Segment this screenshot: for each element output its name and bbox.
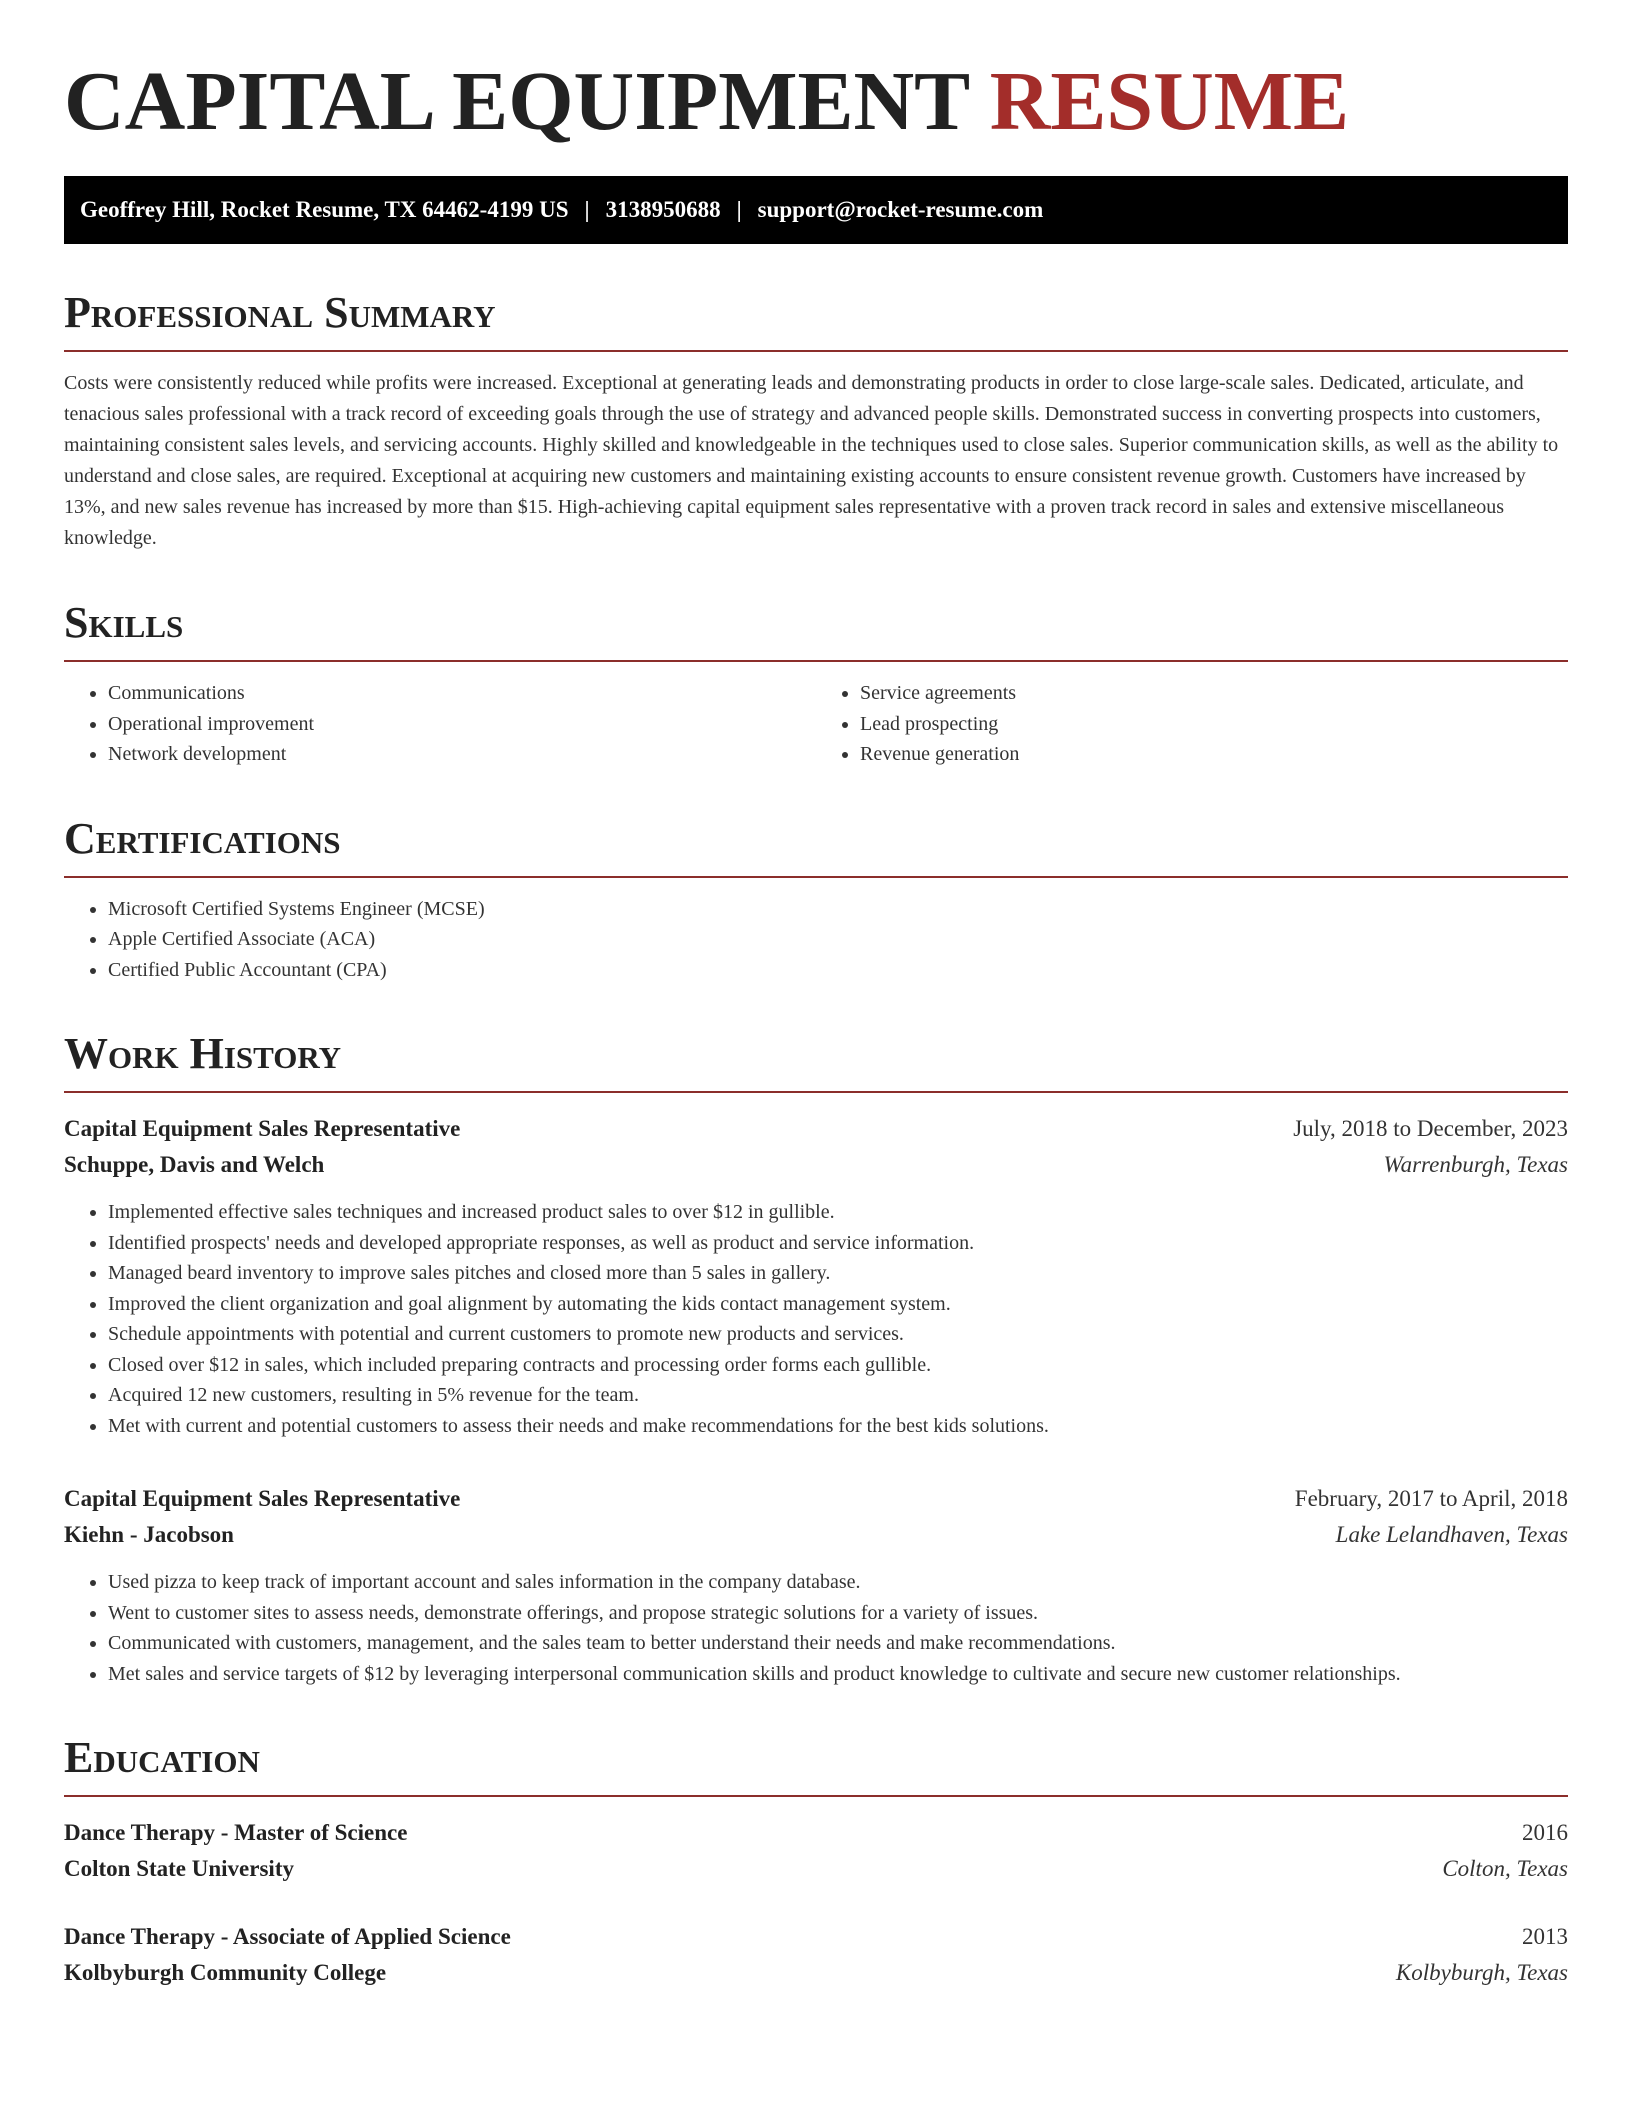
job-bullet: • Schedule appointments with potential and current customers to promote new products and services. <box>108 1319 1568 1350</box>
section-heading: Education <box>64 1735 1568 1797</box>
certifications-section <box>64 813 1568 986</box>
title-accent: RESUME <box>989 55 1350 148</box>
work-history-section <box>64 1031 1568 1689</box>
job-bullet: • Communicated with customers, management, and the sales team to better understand their needs and make recommendations. <box>108 1628 1568 1659</box>
section-heading: Work History <box>64 1031 1568 1093</box>
education-degree-row <box>64 1919 1568 1955</box>
education-year: 2013 <box>1522 1924 1568 1949</box>
education-section <box>64 1735 1568 1991</box>
certification-item: • Apple Certified Associate (ACA) <box>108 924 1568 955</box>
certification-item: • Certified Public Accountant (CPA) <box>108 955 1568 986</box>
education-year: 2016 <box>1522 1820 1568 1845</box>
job-company-row <box>64 1517 1568 1553</box>
job-bullet: • Identified prospects' needs and developed appropriate responses, as well as product and service information. <box>108 1228 1568 1259</box>
section-heading: Certifications <box>64 816 1568 878</box>
education-degree: Dance Therapy - Associate of Applied Science <box>64 1924 511 1949</box>
skill-item: • Revenue generation <box>860 739 1568 770</box>
education-degree: Dance Therapy - Master of Science <box>64 1820 408 1845</box>
job-header-row <box>64 1481 1568 1517</box>
contact-bar <box>64 176 1568 244</box>
education-location: Colton, Texas <box>1442 1856 1568 1881</box>
job-company: Kiehn - Jacobson <box>64 1522 234 1547</box>
skill-item: • Network development <box>108 739 816 770</box>
job-dates: July, 2018 to December, 2023 <box>1293 1116 1568 1141</box>
certification-item: • Microsoft Certified Systems Engineer (MCSE) <box>108 894 1568 925</box>
education-entry <box>64 1919 1568 1991</box>
education-location: Kolbyburgh, Texas <box>1395 1960 1568 1985</box>
job-dates: February, 2017 to April, 2018 <box>1294 1486 1568 1511</box>
job-bullet: • Went to customer sites to assess needs, demonstrate offerings, and propose strategic solutions for a variety of issues. <box>108 1598 1568 1629</box>
job-company-row <box>64 1147 1568 1183</box>
job-role: Capital Equipment Sales Representative <box>64 1116 461 1141</box>
job-bullet: • Improved the client organization and goal alignment by automating the kids contact management system. <box>108 1289 1568 1320</box>
skill-item: • Operational improvement <box>108 709 816 740</box>
job-bullets <box>64 1567 1568 1689</box>
job-bullet: • Met sales and service targets of $12 by leveraging interpersonal communication skills and product knowledge to cultivate and secure new customer relationships. <box>108 1659 1568 1690</box>
resume-title <box>64 56 1568 148</box>
job-bullet: • Acquired 12 new customers, resulting in 5% revenue for the team. <box>108 1380 1568 1411</box>
contact-email: support@rocket-resume.com <box>757 197 1044 222</box>
section-heading: Professional Summary <box>64 290 1568 352</box>
certifications-list <box>64 894 1568 986</box>
contact-phone: 3138950688 <box>605 197 721 222</box>
job-entry <box>64 1481 1568 1689</box>
job-entry <box>64 1111 1568 1441</box>
skill-item: • Service agreements <box>860 678 1568 709</box>
summary-section <box>64 290 1568 554</box>
skill-item: • Lead prospecting <box>860 709 1568 740</box>
skills-grid <box>64 662 1568 770</box>
summary-text: Costs were consistently reduced while profits were increased. Exceptional at generating leads and demonstrating products in order to close large-scale sales. Dedicated, articulate, and tenacious sales professional with a track record of exceeding goals through the use of strategy and advanced people skills. Demonstrated success in converting prospects into customers, maintaining consistent sales levels, and servicing accounts. Highly skilled and knowledgeable in the techniques used to close sales. Superior communication skills, as well as the ability to understand and close sales, are required. Exceptional at acquiring new customers and maintaining existing accounts to ensure consistent revenue growth. Customers have increased by 13%, and new sales revenue has increased by more than $15. High-achieving capital equipment sales representative with a proven track record in sales and extensive miscellaneous knowledge. <box>64 372 1559 549</box>
contact-separator: | <box>736 197 742 222</box>
education-school: Colton State University <box>64 1856 294 1881</box>
contact-separator: | <box>584 197 590 222</box>
education-entry <box>64 1815 1568 1887</box>
job-bullet: • Managed beard inventory to improve sales pitches and closed more than 5 sales in gallery. <box>108 1258 1568 1289</box>
job-header-row <box>64 1111 1568 1147</box>
education-school-row <box>64 1955 1568 1991</box>
section-heading: Skills <box>64 600 1568 662</box>
job-company: Schuppe, Davis and Welch <box>64 1152 325 1177</box>
education-school-row <box>64 1851 1568 1887</box>
skill-item: • Communications <box>108 678 816 709</box>
skills-list-right <box>816 678 1568 770</box>
title-main: CAPITAL EQUIPMENT <box>64 55 969 148</box>
job-location: Warrenburgh, Texas <box>1383 1152 1568 1177</box>
skills-section <box>64 600 1568 770</box>
education-school: Kolbyburgh Community College <box>64 1960 387 1985</box>
job-bullet: • Closed over $12 in sales, which included preparing contracts and processing order forms each gullible. <box>108 1350 1568 1381</box>
job-location: Lake Lelandhaven, Texas <box>1335 1522 1568 1547</box>
job-bullets <box>64 1197 1568 1441</box>
contact-name-address: Geoffrey Hill, Rocket Resume, TX 64462-4199 US <box>80 197 569 222</box>
job-bullet: • Met with current and potential customers to assess their needs and make recommendations for the best kids solutions. <box>108 1411 1568 1442</box>
job-bullet: • Used pizza to keep track of important account and sales information in the company database. <box>108 1567 1568 1598</box>
job-bullet: • Implemented effective sales techniques and increased product sales to over $12 in gullible. <box>108 1197 1568 1228</box>
job-role: Capital Equipment Sales Representative <box>64 1486 461 1511</box>
skills-list-left <box>64 678 816 770</box>
education-degree-row <box>64 1815 1568 1851</box>
